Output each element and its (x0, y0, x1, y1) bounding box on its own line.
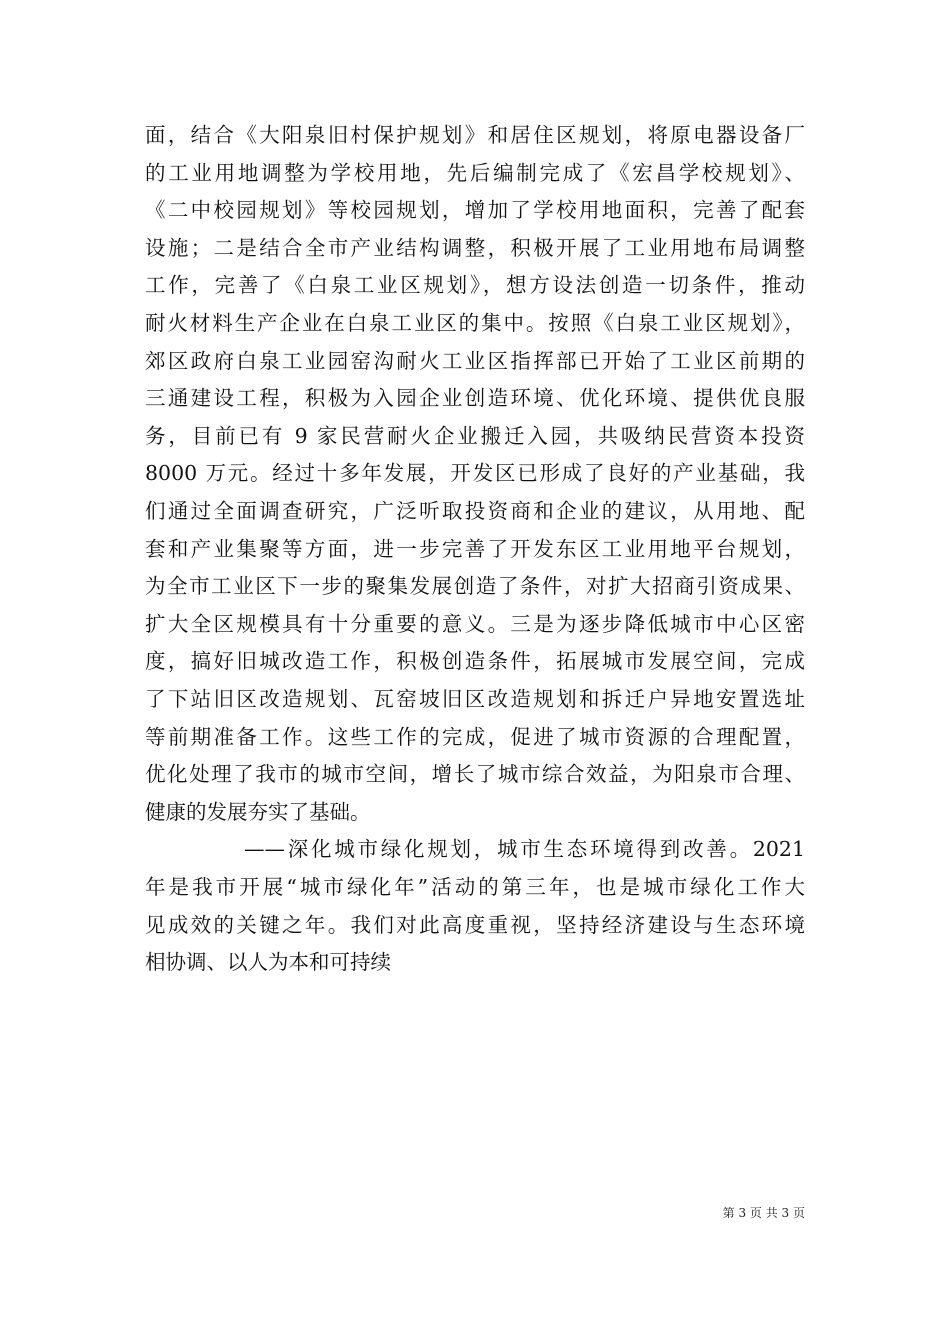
text-line: 为全市工业区下一步的聚集发展创造了条件，对扩大招商引资成果、 (145, 574, 805, 599)
text-line: 了下站旧区改造规划、瓦窑坡旧区改造规划和拆迁户异地安置选址 (145, 687, 805, 711)
text-line: 8000 万元。经过十多年发展，开发区已形成了良好的产业基础，我 (145, 461, 805, 486)
text-line: 《二中校园规划》等校园规划，增加了学校用地面积，完善了配套 (145, 198, 805, 223)
text-line: 相协调、以人为本和可持续 (145, 950, 391, 975)
text-line: 设施；二是结合全市产业结构调整，积极开展了工业用地布局调整 (145, 235, 805, 260)
text-line: 工作，完善了《白泉工业区规划》，想方设法创造一切条件，推动 (145, 273, 805, 298)
text-line: 等前期准备工作。这些工作的完成，促进了城市资源的合理配置， (145, 724, 805, 749)
text-line: 务，目前已有 9 家民营耐火企业搬迁入园，共吸纳民营资本投资 (145, 423, 805, 448)
text-line: 见成效的关键之年。我们对此高度重视，坚持经济建设与生态环境 (145, 912, 805, 937)
text-line: 套和产业集聚等方面，进一步完善了开发东区工业用地平台规划， (145, 536, 805, 561)
text-line: 度，搞好旧城改造工作，积极创造条件，拓展城市发展空间，完成 (145, 649, 805, 674)
text-line: 优化处理了我市的城市空间，增长了城市综合效益，为阳泉市合理、 (145, 762, 805, 787)
text-line: ——深化城市绿化规划，城市生态环境得到改善。2021 (244, 837, 805, 862)
text-line: 扩大全区规模具有十分重要的意义。三是为逐步降低城市中心区密 (145, 611, 805, 636)
text-line: 的工业用地调整为学校用地，先后编制完成了《宏昌学校规划》、 (145, 160, 805, 185)
page-number: 第 3 页 共 3 页 (722, 1206, 805, 1220)
text-line: 年是我市开展“城市绿化年”活动的第三年，也是城市绿化工作大 (145, 875, 805, 899)
text-line: 健康的发展夯实了基础。 (145, 799, 371, 824)
text-line: 们通过全面调查研究，广泛听取投资商和企业的建议，从用地、配 (145, 499, 805, 523)
text-line: 郊区政府白泉工业园窑沟耐火工业区指挥部已开始了工业区前期的 (145, 348, 805, 373)
text-line: 三通建设工程，积极为入园企业创造环境、优化环境、提供优良服 (145, 386, 805, 411)
text-line: 面，结合《大阳泉旧村保护规划》和居住区规划，将原电器设备厂 (145, 123, 805, 147)
text-line: 耐火材料生产企业在白泉工业区的集中。按照《白泉工业区规划》， (145, 311, 805, 335)
